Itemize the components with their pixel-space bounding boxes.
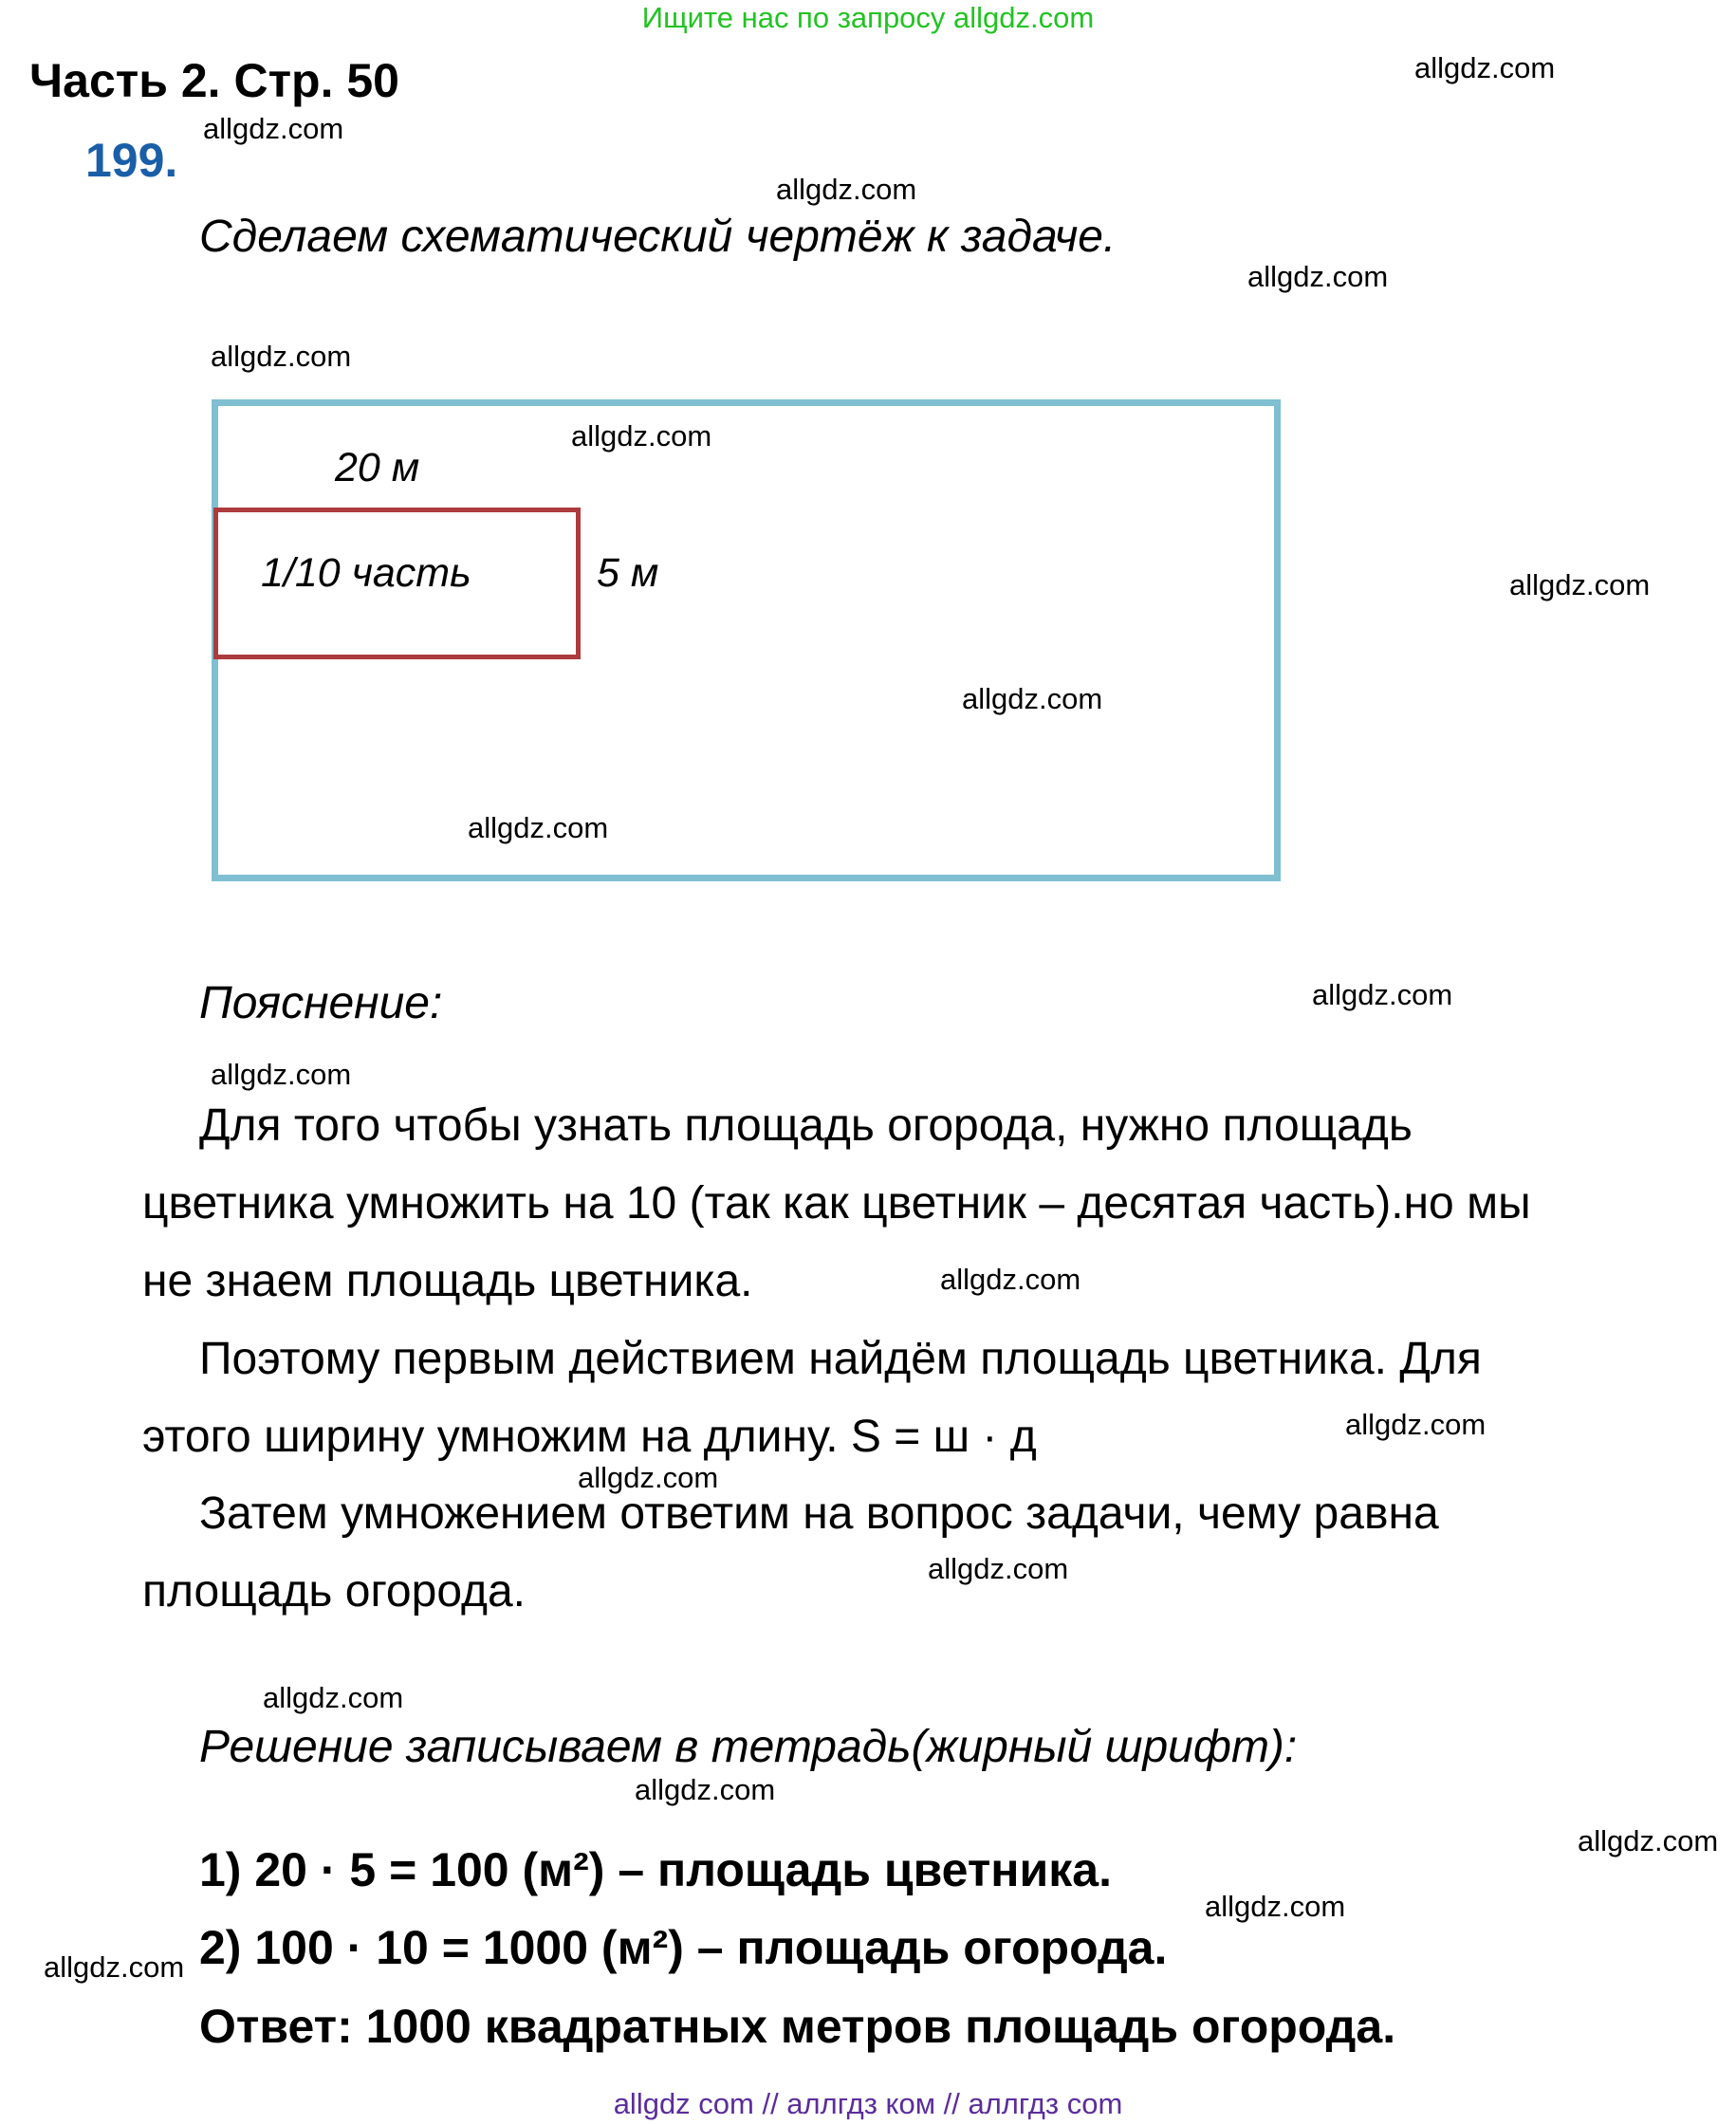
solution-step: 1) 20 · 5 = 100 (м²) – площадь цветника. — [199, 1843, 1112, 1896]
task-number: 199. — [85, 134, 178, 187]
watermark: allgdz.com — [940, 1263, 1081, 1296]
watermark: allgdz.com — [1509, 568, 1651, 601]
watermark: allgdz.com — [635, 1773, 776, 1806]
page-title: Часть 2. Стр. 50 — [29, 54, 399, 107]
watermark: allgdz.com — [1578, 1824, 1719, 1857]
watermark: allgdz.com — [211, 340, 352, 373]
watermark: allgdz.com — [1205, 1890, 1346, 1923]
height-label: 5 м — [597, 550, 659, 596]
watermark: allgdz.com — [578, 1461, 719, 1494]
watermark: allgdz.com — [1414, 51, 1556, 84]
watermark: allgdz.com — [776, 173, 917, 206]
watermark: allgdz.com — [928, 1552, 1069, 1585]
watermark: allgdz.com — [468, 811, 609, 844]
search-banner: Ищите нас по запросу allgdz.com — [641, 1, 1095, 34]
solution-step: 2) 100 · 10 = 1000 (м²) – площадь огорода. — [199, 1921, 1168, 1974]
watermark: allgdz.com — [263, 1681, 404, 1714]
explanation-line: Поэтому первым действием найдём площадь цветника. Для — [199, 1334, 1482, 1384]
width-label: 20 м — [335, 445, 420, 490]
watermark: allgdz.com — [1345, 1408, 1487, 1441]
footer-watermark: allgdz com // аллгдз ком // аллгдз com — [613, 2087, 1123, 2120]
watermark: allgdz.com — [962, 682, 1103, 715]
intro-text: Сделаем схематический чертёж к задаче. — [199, 212, 1117, 262]
watermark: allgdz.com — [44, 1950, 185, 1984]
explanation-line: Затем умножением ответим на вопрос задачи, чему равна — [199, 1488, 1439, 1539]
explanation-heading: Пояснение: — [199, 978, 443, 1028]
part-label: 1/10 часть — [261, 550, 471, 596]
explanation-line: Для того чтобы узнать площадь огорода, нужно площадь — [199, 1100, 1413, 1151]
explanation-line: не знаем площадь цветника. — [142, 1256, 753, 1306]
explanation-line: этого ширину умножим на длину. S = ш · д — [142, 1412, 1037, 1462]
watermark: allgdz.com — [211, 1058, 352, 1091]
watermark: allgdz.com — [1312, 978, 1453, 1011]
watermark: allgdz.com — [1247, 260, 1389, 293]
solution-heading: Решение записываем в тетрадь(жирный шрифт): — [199, 1722, 1298, 1772]
watermark: allgdz.com — [203, 112, 344, 145]
answer: Ответ: 1000 квадратных метров площадь огорода. — [199, 2000, 1396, 2053]
watermark: allgdz.com — [571, 419, 712, 453]
explanation-line: площадь огорода. — [142, 1566, 526, 1617]
explanation-line: цветника умножить на 10 (так как цветник – десятая часть).но мы — [142, 1178, 1531, 1229]
